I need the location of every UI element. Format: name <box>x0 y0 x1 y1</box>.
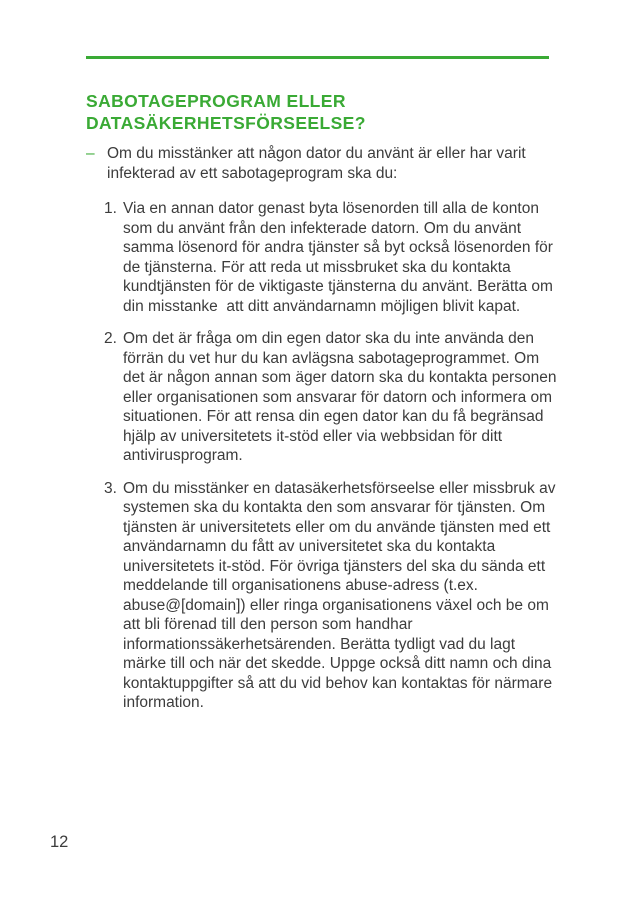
page-title-line1: SABOTAGEPROGRAM ELLER <box>86 91 346 111</box>
list-item <box>104 199 558 316</box>
list-item-text: Om du misstänker en datasäkerhetsförseelse eller missbruk av systemen ska du kontakta den som ansvarar för tjänsten. Om tjänsten är universitetets eller om du använde tjänsten med ett användarnamn du fått av universitetet ska du kontakta universitetets it-stöd. För övriga tjänsters del ska du sända ett meddelande till organisationens abuse-adress (t.ex. abuse@[domain]) eller ringa organisationens växel och be om att bli förenad till den person som handhar informationssäkerhetsärenden. Berätta tydligt vad du lagt märke till och när det skedde. Uppge också ditt namn och dina kontaktuppgifter så att du vid behov kan kontaktas för närmare information. <box>123 479 560 711</box>
dash-bullet-marker: – <box>86 145 95 162</box>
numbered-list <box>104 199 561 726</box>
page-title-line2: DATASÄKERHETSFÖRSEELSE? <box>86 113 366 133</box>
list-item-text: Om det är fråga om din egen dator ska du inte använda den förrän du vet hur du kan avlägsna sabotageprogrammet. Om det är någon annan som äger datorn ska du kontakta personen eller organisationen som ansvarar för datorn och informera om situationen. För att rensa din egen dator kan du få begränsad hjälp av universitetets it-stöd eller via webbsidan för ditt antivirusprogram. <box>123 330 561 464</box>
intro-bullet-item <box>86 144 558 184</box>
page-title <box>86 90 566 134</box>
list-item-number: 3. <box>104 479 117 497</box>
intro-text: Om du misstänker att någon dator du använt är eller har varit infekterad av ett sabotageprogram ska du: <box>107 145 531 182</box>
list-item <box>104 479 558 713</box>
list-item <box>104 329 561 466</box>
list-item-number: 2. <box>104 330 117 347</box>
page-number: 12 <box>50 833 69 851</box>
list-item-number: 1. <box>104 200 117 217</box>
top-divider-rule <box>86 56 549 59</box>
list-item-text: Via en annan dator genast byta lösenorden till alla de konton som du använt från den infekterade datorn. Om du använt samma lösenord för andra tjänster så byt också lösenorden för de tjänsterna. För att reda ut missbruket ska du kontakta kundtjänsten för de viktigaste tjänsterna du använt. Berätta om din misstanke att ditt användarnamn möjligen blivit kapat. <box>123 200 558 315</box>
